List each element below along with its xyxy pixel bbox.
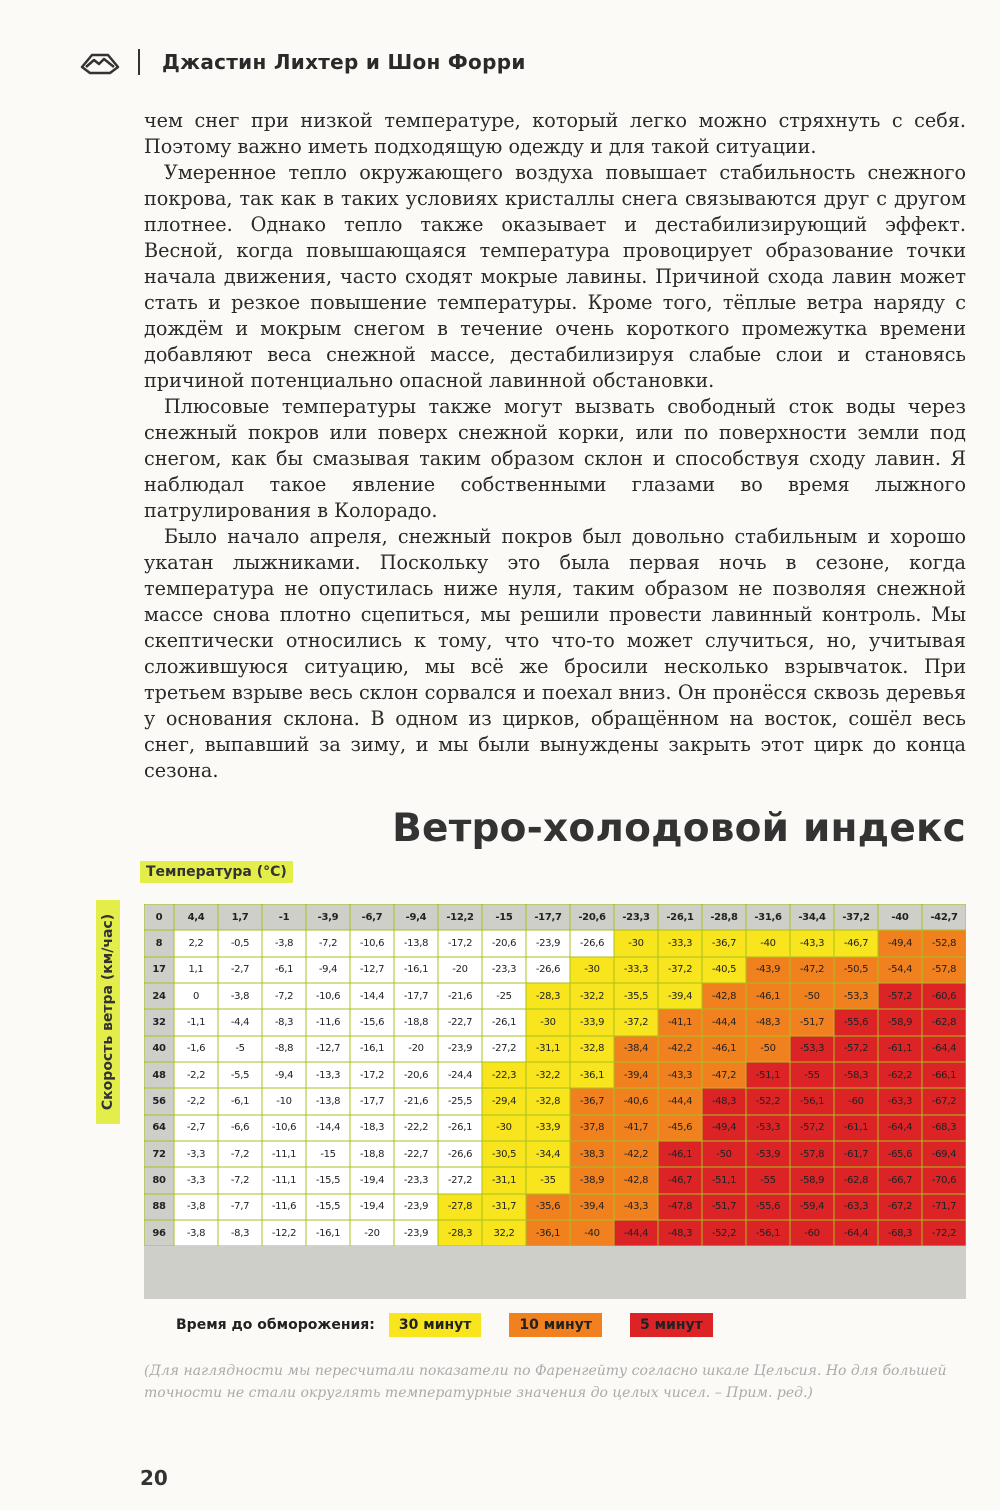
table-cell: -57,2 (834, 1036, 878, 1062)
legend-item-10-min: 10 минут (509, 1313, 602, 1337)
table-cell: -51,7 (702, 1194, 746, 1220)
table-cell: -11,6 (262, 1194, 306, 1220)
table-cell: -30 (526, 1009, 570, 1035)
table-cell: -13,3 (306, 1062, 350, 1088)
wind-speed-header: 56 (144, 1088, 174, 1114)
table-cell: -47,2 (702, 1062, 746, 1088)
legend-item-30-min: 30 минут (389, 1313, 482, 1337)
table-cell: -20,6 (394, 1062, 438, 1088)
table-cell: 2,2 (174, 930, 218, 956)
legend-title: Время до обморожения: (176, 1317, 375, 1333)
paragraph: чем снег при низкой температуре, который легко можно стряхнуть с себя. Поэтому важно иметь подходящую одежду и для такой ситуации. (144, 109, 966, 158)
table-cell: -36,1 (526, 1220, 570, 1246)
table-cell: -12,7 (306, 1036, 350, 1062)
table-cell: -59,4 (790, 1194, 834, 1220)
temperature-header: -12,2 (438, 904, 482, 930)
table-cell: -7,2 (218, 1141, 262, 1167)
table-cell: -42,8 (614, 1167, 658, 1193)
table-cell: -27,2 (438, 1167, 482, 1193)
table-cell: -60 (834, 1088, 878, 1114)
table-cell: -44,4 (658, 1088, 702, 1114)
table-cell: -3,3 (174, 1167, 218, 1193)
table-cell: -48,3 (658, 1220, 702, 1246)
table-cell: -11,6 (306, 1009, 350, 1035)
table-cell: -60 (790, 1220, 834, 1246)
table-cell: -46,7 (658, 1167, 702, 1193)
table-cell: -55 (746, 1167, 790, 1193)
wind-speed-header: 48 (144, 1062, 174, 1088)
table-cell: -53,9 (746, 1141, 790, 1167)
table-cell: -23,9 (394, 1194, 438, 1220)
table-cell: -64,4 (922, 1036, 966, 1062)
table-cell: -27,8 (438, 1194, 482, 1220)
table-cell: -52,8 (922, 930, 966, 956)
table-cell: -6,1 (218, 1088, 262, 1114)
table-cell: -13,8 (394, 930, 438, 956)
table-cell: -43,3 (790, 930, 834, 956)
table-cell: -17,7 (394, 983, 438, 1009)
table-cell: -60,6 (922, 983, 966, 1009)
table-cell: -1,6 (174, 1036, 218, 1062)
table-cell: -51,1 (702, 1167, 746, 1193)
wind-speed-header: 72 (144, 1141, 174, 1167)
table-cell: -3,8 (174, 1220, 218, 1246)
table-cell: -53,3 (746, 1115, 790, 1141)
table-cell: -68,3 (922, 1115, 966, 1141)
temperature-header: -42,7 (922, 904, 966, 930)
table-cell: -50 (746, 1036, 790, 1062)
table-cell: -30 (482, 1115, 526, 1141)
table-cell: -23,9 (526, 930, 570, 956)
table-cell: -41,1 (658, 1009, 702, 1035)
body-text (144, 108, 966, 784)
table-cell: -40 (570, 1220, 614, 1246)
table-cell: -37,8 (570, 1115, 614, 1141)
table-cell: -56,1 (790, 1088, 834, 1114)
table-cell: -21,6 (438, 983, 482, 1009)
table-cell: -57,2 (790, 1115, 834, 1141)
temperature-header: -31,6 (746, 904, 790, 930)
table-cell: -35,5 (614, 983, 658, 1009)
table-cell: -48,3 (702, 1088, 746, 1114)
table-cell: -44,4 (614, 1220, 658, 1246)
table-cell: -53,3 (790, 1036, 834, 1062)
table-cell: -34,4 (526, 1141, 570, 1167)
table-cell: -58,9 (878, 1009, 922, 1035)
table-cell: -61,1 (834, 1115, 878, 1141)
table-cell: -35 (526, 1167, 570, 1193)
author-title: Джастин Лихтер и Шон Форри (162, 50, 526, 74)
table-cell: -50,5 (834, 957, 878, 983)
table-cell: -36,7 (702, 930, 746, 956)
table-cell: -62,8 (834, 1167, 878, 1193)
table-cell: -63,3 (878, 1088, 922, 1114)
table-cell: -26,1 (438, 1115, 482, 1141)
table-cell: -11,1 (262, 1141, 306, 1167)
editor-note: (Для наглядности мы пересчитали показатели по Фаренгейту согласно шкале Цельсия. Но для большей точности не стали округлять температурные значения до целых чисел. – Прим. ред.) (144, 1363, 947, 1401)
table-cell: -38,3 (570, 1141, 614, 1167)
table-cell: -33,3 (614, 957, 658, 983)
table-cell: -16,1 (306, 1220, 350, 1246)
table-cell: -53,3 (834, 983, 878, 1009)
temperature-header: -9,4 (394, 904, 438, 930)
temperature-header: -28,8 (702, 904, 746, 930)
temperature-axis-label: Температура (°C) (140, 861, 293, 883)
table-cell: -2,2 (174, 1088, 218, 1114)
table-cell: -52,2 (746, 1088, 790, 1114)
table-cell: -15,6 (350, 1009, 394, 1035)
table-cell: -35,6 (526, 1194, 570, 1220)
table-cell: -14,4 (306, 1115, 350, 1141)
table-cell: -43,3 (658, 1062, 702, 1088)
table-cell: -32,8 (570, 1036, 614, 1062)
table-cell: -30 (614, 930, 658, 956)
table-cell: -32,2 (570, 983, 614, 1009)
table-cell: -3,8 (218, 983, 262, 1009)
table-cell: -12,7 (350, 957, 394, 983)
table-cell: -7,2 (306, 930, 350, 956)
table-cell: -30,5 (482, 1141, 526, 1167)
wind-speed-header: 88 (144, 1194, 174, 1220)
temperature-header: -34,4 (790, 904, 834, 930)
table-cell: -32,8 (526, 1088, 570, 1114)
table-cell: -41,7 (614, 1115, 658, 1141)
paragraph: Было начало апреля, снежный покров был довольно стабильным и хорошо укатан лыжниками. Поскольку это была первая ночь в сезоне, когда температура не опустилась ниже нуля, таким образом не позволяя снежной массе снова плотно сцепиться, мы решили провести лавинный контроль. Мы скептически относились к тому, что что-то может случиться, но, учитывая сложившуюся ситуацию, мы всё же бросили несколько взрывчаток. При третьем взрыве весь склон сорвался и поехал вниз. Он пронёсся сквозь деревья у основания склона. В одном из цирков, обращённом на восток, сошёл весь снег, выпавший за зиму, и мы были вынуждены закрыть этот цирк до конца сезона. (144, 525, 966, 782)
table-cell: -8,3 (218, 1220, 262, 1246)
table-cell: -19,4 (350, 1167, 394, 1193)
table-cell: -6,1 (262, 957, 306, 983)
table-cell: -40 (746, 930, 790, 956)
table-cell: -18,8 (350, 1141, 394, 1167)
temperature-header: -17,7 (526, 904, 570, 930)
wind-speed-header: 40 (144, 1036, 174, 1062)
table-cell: -42,8 (702, 983, 746, 1009)
table-cell: -11,1 (262, 1167, 306, 1193)
chart-title: Ветро-холодовой индекс (392, 806, 966, 851)
table-cell: -33,3 (658, 930, 702, 956)
table-cell: -49,4 (702, 1115, 746, 1141)
table-cell: -23,9 (438, 1036, 482, 1062)
table-cell: -44,4 (702, 1009, 746, 1035)
table-cell: -46,1 (658, 1141, 702, 1167)
mountain-logo-icon (80, 47, 120, 77)
table-cell: -5 (218, 1036, 262, 1062)
table-cell: -52,2 (702, 1220, 746, 1246)
table-corner: 0 (144, 904, 174, 930)
header-divider (138, 49, 140, 75)
table-cell: -40,6 (614, 1088, 658, 1114)
table-cell: -64,4 (834, 1220, 878, 1246)
table-cell: -55,6 (834, 1009, 878, 1035)
table-cell: -20,6 (482, 930, 526, 956)
table-cell: 1,1 (174, 957, 218, 983)
table-cell: -69,4 (922, 1141, 966, 1167)
table-cell: -22,7 (394, 1141, 438, 1167)
table-cell: -24,4 (438, 1062, 482, 1088)
wind-speed-header: 17 (144, 957, 174, 983)
table-cell: -54,4 (878, 957, 922, 983)
table-cell: -10,6 (306, 983, 350, 1009)
temperature-header: 1,7 (218, 904, 262, 930)
table-cell: -7,2 (218, 1167, 262, 1193)
table-cell: -29,4 (482, 1088, 526, 1114)
table-cell: -9,4 (306, 957, 350, 983)
table-cell: -22,7 (438, 1009, 482, 1035)
table-cell: -67,2 (922, 1088, 966, 1114)
temperature-header: -3,9 (306, 904, 350, 930)
table-cell: -26,6 (526, 957, 570, 983)
table-cell: -10 (262, 1088, 306, 1114)
table-cell: -28,3 (438, 1220, 482, 1246)
table-cell: -30 (570, 957, 614, 983)
paragraph: Умеренное тепло окружающего воздуха повышает стабильность снежного покрова, так как в таких условиях кристаллы снега связываются друг с другом плотнее. Однако тепло также оказывает и дестабилизирующий эффект. Весной, когда повышающаяся температура провоцирует образование точки начала движения, часто сходят мокрые лавины. Причиной схода лавин может стать и резкое повышение температуры. Кроме того, тёплые ветра наряду с дождём и мокрым снегом в течение очень короткого промежутка времени добавляют веса снежной массе, дестабилизируя слабые слои и становясь причиной потенциально опасной лавинной обстановки. (144, 161, 966, 392)
table-cell: -2,7 (174, 1115, 218, 1141)
temperature-header: -37,2 (834, 904, 878, 930)
table-cell: -33,9 (526, 1115, 570, 1141)
table-cell: -17,7 (350, 1088, 394, 1114)
wind-axis-label-box (96, 900, 120, 1124)
wind-axis-label: Скорость ветра (км/час) (100, 913, 116, 1111)
table-cell: -21,6 (394, 1088, 438, 1114)
table-cell: -16,1 (350, 1036, 394, 1062)
table-cell: -56,1 (746, 1220, 790, 1246)
table-cell: -55,6 (746, 1194, 790, 1220)
temperature-header: -26,1 (658, 904, 702, 930)
wind-chill-table (144, 904, 966, 1299)
table-cell: -19,4 (350, 1194, 394, 1220)
table-cell: -31,1 (482, 1167, 526, 1193)
table-cell: -61,7 (834, 1141, 878, 1167)
table-cell: -25 (482, 983, 526, 1009)
table-cell: -3,3 (174, 1141, 218, 1167)
table-cell: -38,9 (570, 1167, 614, 1193)
temperature-header: -15 (482, 904, 526, 930)
table-cell: -31,1 (526, 1036, 570, 1062)
table-cell: -47,8 (658, 1194, 702, 1220)
table-cell: -25,5 (438, 1088, 482, 1114)
table-cell: -66,7 (878, 1167, 922, 1193)
table-cell: -5,5 (218, 1062, 262, 1088)
table-cell: -33,9 (570, 1009, 614, 1035)
table-cell: -64,4 (878, 1115, 922, 1141)
table-cell: -38,4 (614, 1036, 658, 1062)
table-cell: -57,8 (790, 1141, 834, 1167)
wind-speed-header: 96 (144, 1220, 174, 1246)
page-number: 20 (140, 1466, 168, 1490)
table-cell: -22,3 (482, 1062, 526, 1088)
table-cell: -62,8 (922, 1009, 966, 1035)
table-cell: -28,3 (526, 983, 570, 1009)
table-cell: -10,6 (262, 1115, 306, 1141)
table-cell: -17,2 (350, 1062, 394, 1088)
table-cell: -8,3 (262, 1009, 306, 1035)
table-cell: -55 (790, 1062, 834, 1088)
table-cell: -20 (394, 1036, 438, 1062)
table-cell: -8,8 (262, 1036, 306, 1062)
table-cell: -3,8 (174, 1194, 218, 1220)
table-cell: -51,1 (746, 1062, 790, 1088)
temperature-header: -23,3 (614, 904, 658, 930)
table-cell: -49,4 (878, 930, 922, 956)
table-cell: -17,2 (438, 930, 482, 956)
table-cell: -18,8 (394, 1009, 438, 1035)
table-cell: -32,2 (526, 1062, 570, 1088)
running-header (80, 42, 526, 82)
table-cell: -37,2 (614, 1009, 658, 1035)
table-cell: -57,2 (878, 983, 922, 1009)
table-cell: -68,3 (878, 1220, 922, 1246)
table-cell: -6,6 (218, 1115, 262, 1141)
table-cell: -23,3 (394, 1167, 438, 1193)
table-cell: -20 (438, 957, 482, 983)
table-cell: -46,1 (702, 1036, 746, 1062)
table-cell: 0 (174, 983, 218, 1009)
table-cell: 32,2 (482, 1220, 526, 1246)
table-cell: -26,1 (482, 1009, 526, 1035)
table-cell: -51,7 (790, 1009, 834, 1035)
temperature-header: -20,6 (570, 904, 614, 930)
wind-speed-header: 24 (144, 983, 174, 1009)
table-cell: -42,2 (658, 1036, 702, 1062)
table-cell: -7,7 (218, 1194, 262, 1220)
table-cell: -70,6 (922, 1167, 966, 1193)
wind-speed-header: 80 (144, 1167, 174, 1193)
table-cell: -16,1 (394, 957, 438, 983)
table-cell: -39,4 (658, 983, 702, 1009)
table-cell: -57,8 (922, 957, 966, 983)
table-cell: -31,7 (482, 1194, 526, 1220)
table-cell: -46,1 (746, 983, 790, 1009)
table-cell: -46,7 (834, 930, 878, 956)
table-cell: -47,2 (790, 957, 834, 983)
table-cell: -50 (790, 983, 834, 1009)
table-cell: -50 (702, 1141, 746, 1167)
table-cell: -61,1 (878, 1036, 922, 1062)
table-cell: -15,5 (306, 1194, 350, 1220)
table-cell: -9,4 (262, 1062, 306, 1088)
table-cell: -63,3 (834, 1194, 878, 1220)
table-cell: -20 (350, 1220, 394, 1246)
table-cell: -71,7 (922, 1194, 966, 1220)
table-cell: -67,2 (878, 1194, 922, 1220)
table-cell: -42,2 (614, 1141, 658, 1167)
table-cell: -18,3 (350, 1115, 394, 1141)
table-cell: -1,1 (174, 1009, 218, 1035)
wind-speed-header: 64 (144, 1115, 174, 1141)
table-cell: -58,3 (834, 1062, 878, 1088)
table-cell: -45,6 (658, 1115, 702, 1141)
paragraph: Плюсовые температуры также могут вызвать свободный сток воды через снежный покров или поверх снежной корки, или по поверхности земли под снегом, как бы смазывая таким образом склон и способствуя сходу лавин. Я наблюдал такое явление собственными глазами во время лыжного патрулирования в Колорадо. (144, 395, 966, 522)
table-cell: -39,4 (570, 1194, 614, 1220)
table-cell: -58,9 (790, 1167, 834, 1193)
table-cell: -2,7 (218, 957, 262, 983)
table-cell: -39,4 (614, 1062, 658, 1088)
temperature-header: -40 (878, 904, 922, 930)
wind-speed-header: 32 (144, 1009, 174, 1035)
table-cell: -36,1 (570, 1062, 614, 1088)
table-cell: -23,3 (482, 957, 526, 983)
table-cell: -3,8 (262, 930, 306, 956)
table-cell: -40,5 (702, 957, 746, 983)
table-cell: -0,5 (218, 930, 262, 956)
table-cell: -10,6 (350, 930, 394, 956)
table-cell: -15,5 (306, 1167, 350, 1193)
table-cell: -26,6 (570, 930, 614, 956)
table-cell: -43,3 (614, 1194, 658, 1220)
wind-speed-header: 8 (144, 930, 174, 956)
table-cell: -66,1 (922, 1062, 966, 1088)
table-cell: -37,2 (658, 957, 702, 983)
table-cell: -13,8 (306, 1088, 350, 1114)
table-cell: -22,2 (394, 1115, 438, 1141)
temperature-header: -6,7 (350, 904, 394, 930)
table-cell: -2,2 (174, 1062, 218, 1088)
table-cell: -65,6 (878, 1141, 922, 1167)
table-cell: -36,7 (570, 1088, 614, 1114)
table-cell: -62,2 (878, 1062, 922, 1088)
table-cell: -27,2 (482, 1036, 526, 1062)
table-cell: -72,2 (922, 1220, 966, 1246)
legend (176, 1313, 741, 1337)
temperature-header: -1 (262, 904, 306, 930)
table-cell: -12,2 (262, 1220, 306, 1246)
legend-item-5-min: 5 минут (630, 1313, 713, 1337)
table-cell: -26,6 (438, 1141, 482, 1167)
table-cell: -4,4 (218, 1009, 262, 1035)
table-cell: -43,9 (746, 957, 790, 983)
table-cell: -7,2 (262, 983, 306, 1009)
table-cell: -48,3 (746, 1009, 790, 1035)
table-cell: -15 (306, 1141, 350, 1167)
table-cell: -23,9 (394, 1220, 438, 1246)
table-cell: -14,4 (350, 983, 394, 1009)
temperature-header: 4,4 (174, 904, 218, 930)
